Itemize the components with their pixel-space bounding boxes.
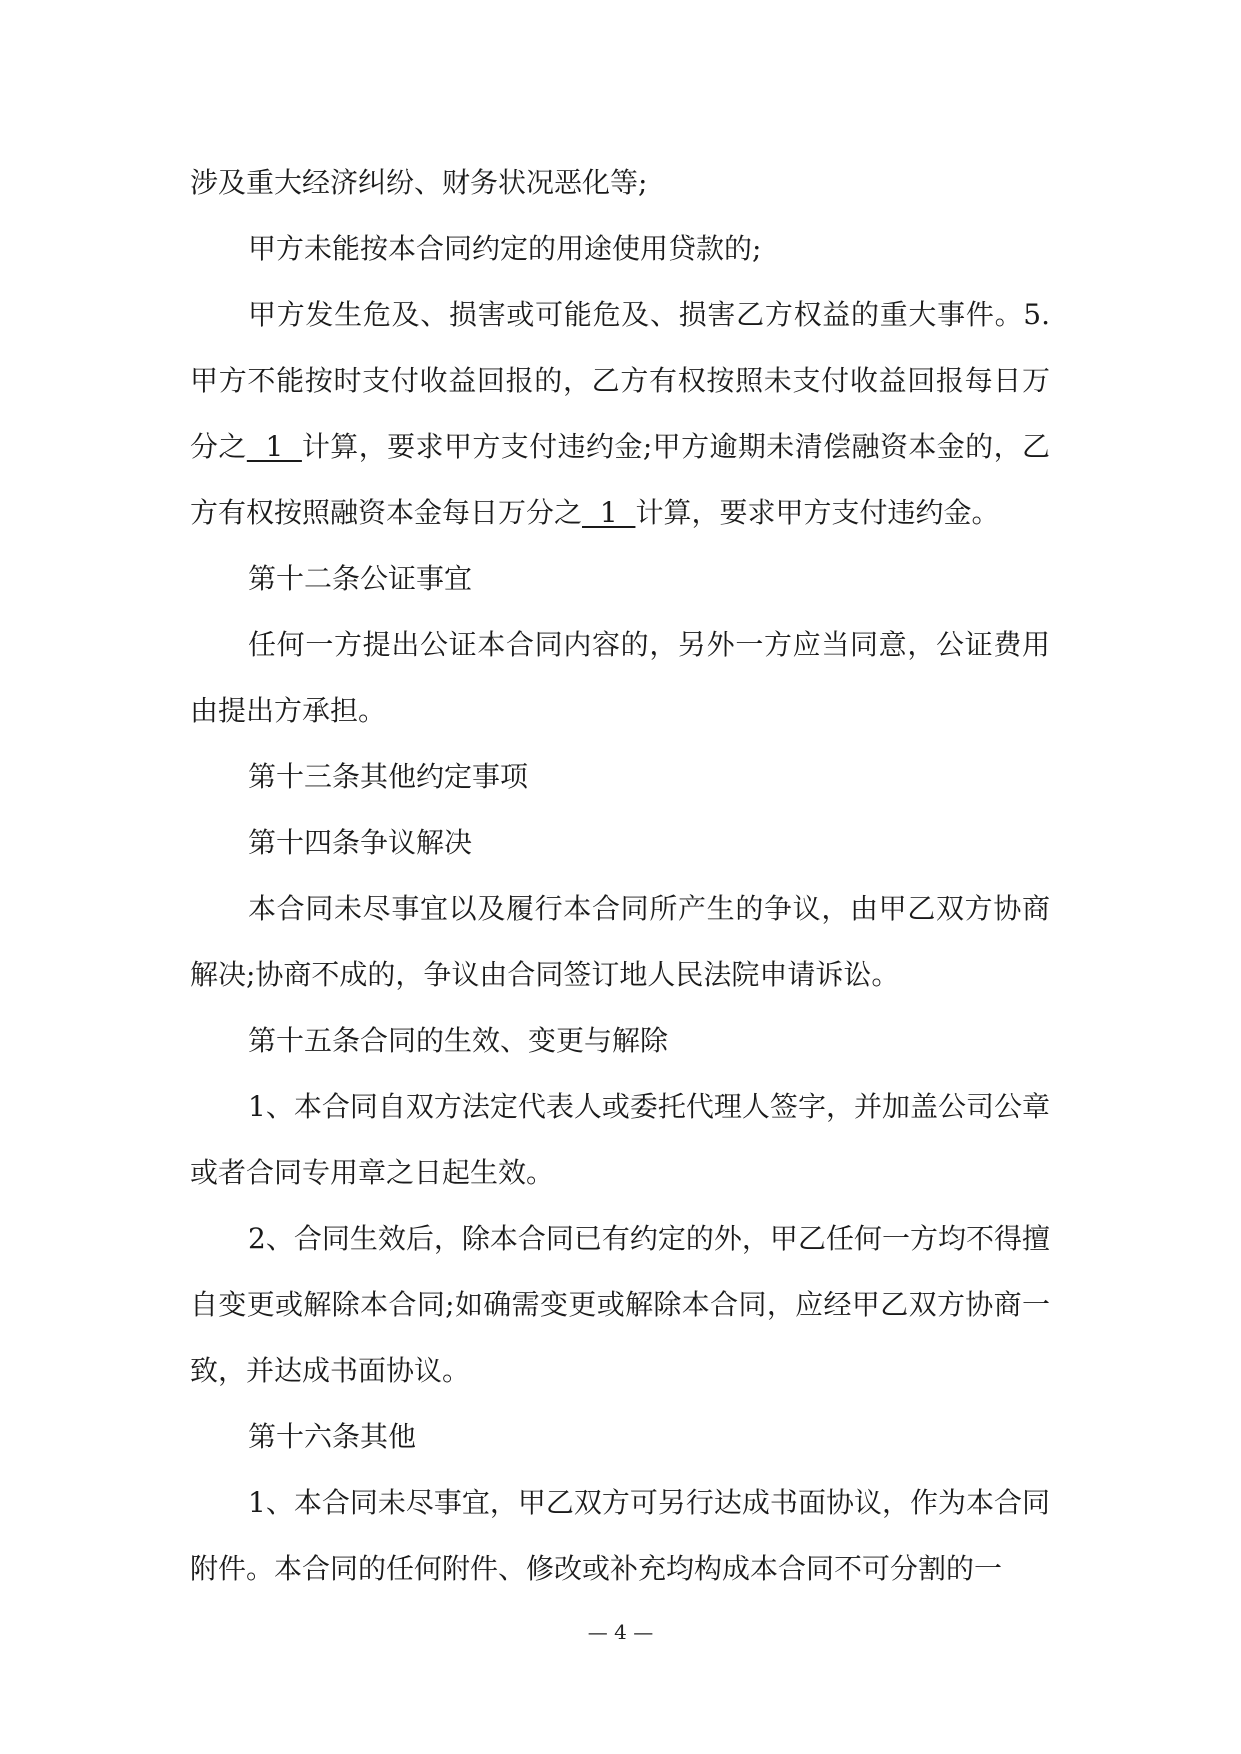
paragraph-text: 第十六条其他 <box>248 1420 417 1453</box>
paragraph <box>190 216 1050 282</box>
paragraph <box>190 612 1050 744</box>
paragraph-text: 第十五条合同的生效、变更与解除 <box>248 1024 669 1057</box>
paragraph-text: 1、本合同未尽事宜，甲乙双方可另行达成书面协议，作为本合同附件。本合同的任何附件、修改或补充均构成本合同不可分割的一 <box>190 1486 1050 1585</box>
paragraph-text: 第十二条公证事宜 <box>248 562 473 595</box>
paragraph <box>190 1404 1050 1470</box>
paragraph <box>190 546 1050 612</box>
fill-in-blank: 1 <box>246 430 302 463</box>
paragraph <box>190 282 1050 546</box>
paragraph <box>190 744 1050 810</box>
paragraph-text: 甲方发生危及、损害或可能危及、损害乙方权益的重大事件。5.甲方不能按时支付收益回报的，乙方有权按照未支付收益回报每日万分之 <box>190 298 1050 463</box>
paragraph-text: 甲方未能按本合同约定的用途使用贷款的; <box>248 232 762 265</box>
paragraph-text: 任何一方提出公证本合同内容的，另外一方应当同意，公证费用由提出方承担。 <box>190 628 1050 727</box>
page-number: — 4 — <box>587 1620 654 1644</box>
paragraph-text: 涉及重大经济纠纷、财务状况恶化等; <box>190 166 648 199</box>
paragraph-text: 第十三条其他约定事项 <box>248 760 529 793</box>
paragraph-text: 计算，要求甲方支付违约金;甲方逾期未清偿融资本金的，乙方有权按照融资本金每日万分之 <box>190 430 1050 529</box>
paragraph-text: 第十四条争议解决 <box>248 826 473 859</box>
paragraph-text: 1、本合同自双方法定代表人或委托代理人签字，并加盖公司公章或者合同专用章之日起生效。 <box>190 1090 1050 1189</box>
paragraph <box>190 1470 1050 1602</box>
paragraph <box>190 1008 1050 1074</box>
paragraph-text: 计算，要求甲方支付违约金。 <box>635 496 1000 529</box>
paragraph <box>190 810 1050 876</box>
paragraph <box>190 150 1050 216</box>
fill-in-blank: 1 <box>582 496 636 529</box>
paragraph <box>190 1206 1050 1404</box>
document-body <box>190 150 1050 1602</box>
paragraph-text: 2、合同生效后，除本合同已有约定的外，甲乙任何一方均不得擅自变更或解除本合同;如确需变更或解除本合同，应经甲乙双方协商一致，并达成书面协议。 <box>190 1222 1050 1387</box>
paragraph-text: 本合同未尽事宜以及履行本合同所产生的争议，由甲乙双方协商解决;协商不成的，争议由合同签订地人民法院申请诉讼。 <box>190 892 1050 991</box>
paragraph <box>190 876 1050 1008</box>
paragraph <box>190 1074 1050 1206</box>
